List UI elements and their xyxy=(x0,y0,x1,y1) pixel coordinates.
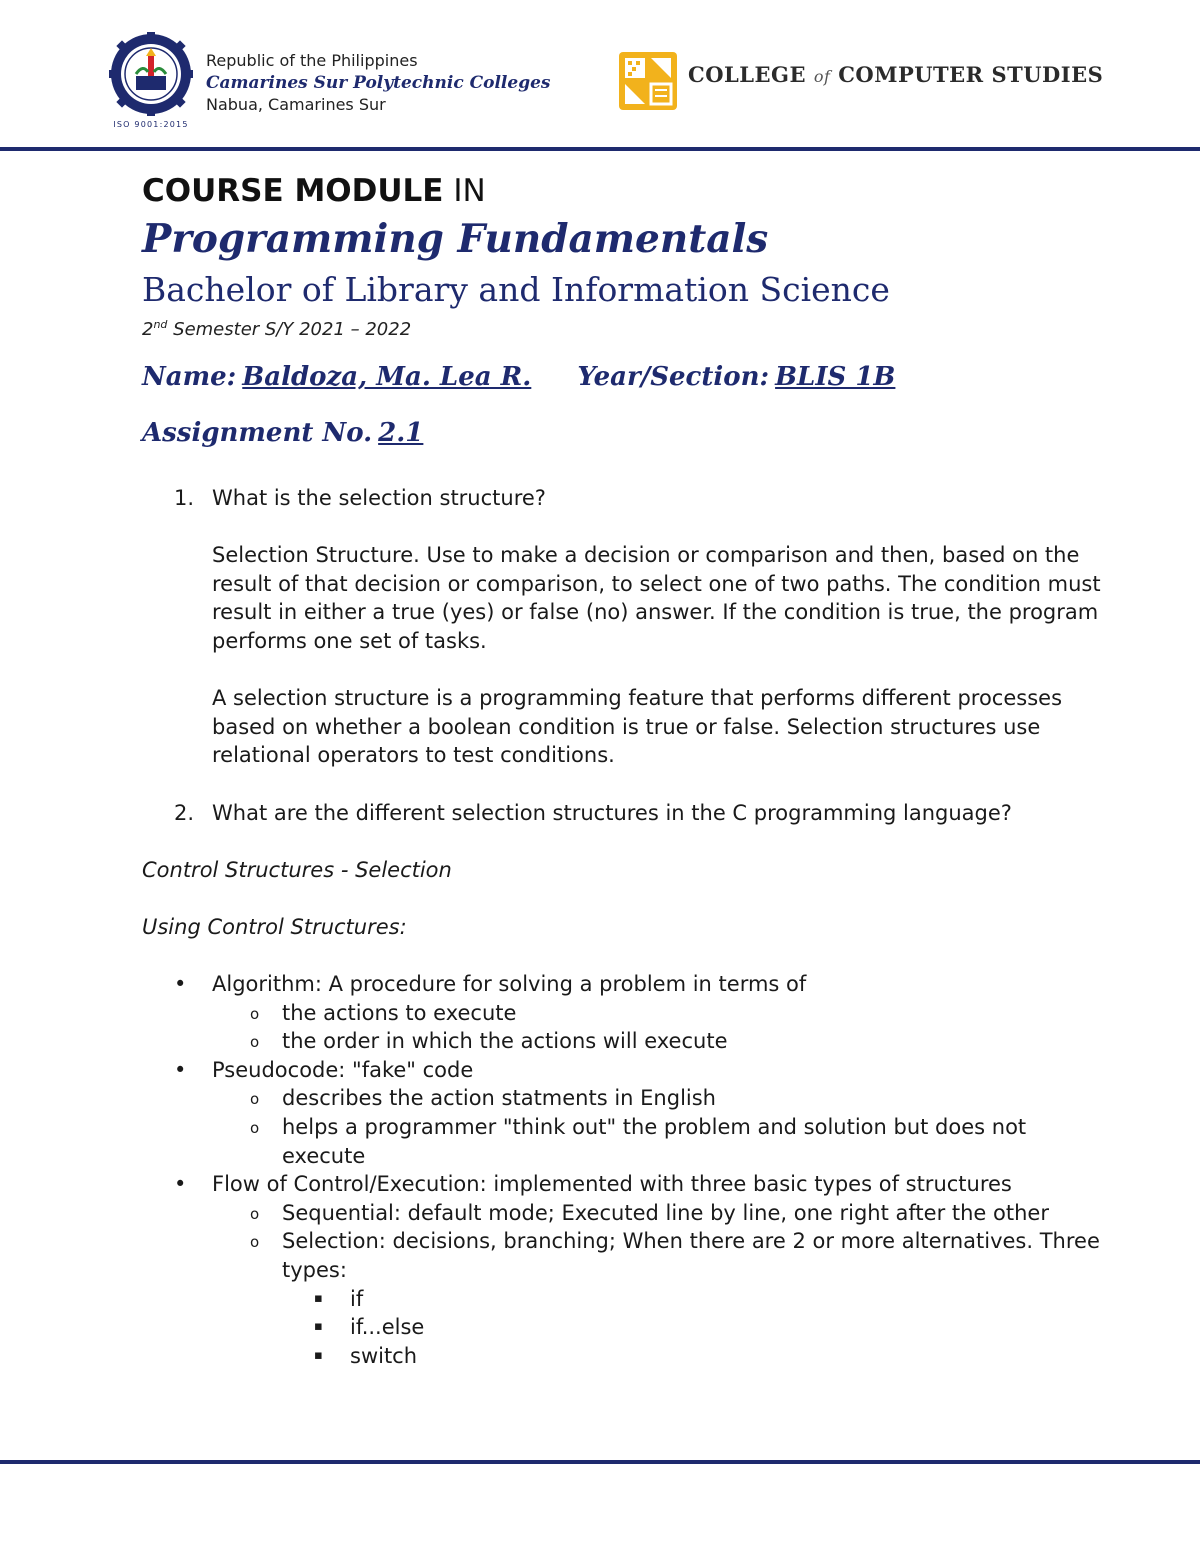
college-name-of: of xyxy=(813,67,831,86)
question-1-text: What is the selection structure? xyxy=(212,486,546,510)
answer-1-paragraph-1: Selection Structure. Use to make a decision or comparison and then, based on the result of that decision or comparison, to select one of two paths. The condition must result in either a true (yes) or false (no) answer. If the condition is true, the program performs one set of tasks. xyxy=(212,543,1101,653)
program-title: Bachelor of Library and Information Science xyxy=(142,270,890,309)
sub-list-item: o the order in which the actions will execute xyxy=(212,1027,1102,1056)
sub-list-item-text: Selection: decisions, branching; When there are 2 or more alternatives. Three types: xyxy=(282,1229,1100,1283)
question-2-text: What are the different selection structures in the C programming language? xyxy=(212,800,1012,825)
question-2 xyxy=(142,799,1102,828)
question-1-number: 1. xyxy=(174,486,195,510)
nested-list-item: ▪ if...else xyxy=(282,1313,1102,1342)
sub-list-item: o describes the action statments in English xyxy=(212,1084,1102,1113)
nested-list-item: ▪ switch xyxy=(282,1342,1102,1371)
semester-suffix: nd xyxy=(153,318,168,331)
assignment-body xyxy=(142,484,1102,1370)
page-header xyxy=(0,0,1200,150)
course-module-bold: COURSE MODULE xyxy=(142,173,444,209)
sub-list xyxy=(212,1084,1102,1170)
institution-location: Nabua, Camarines Sur xyxy=(206,95,386,114)
semester-year: Semester S/Y 2021 – 2022 xyxy=(167,319,412,340)
semester-number: 2 xyxy=(142,319,154,340)
ccs-logo xyxy=(617,50,679,112)
institution-block xyxy=(206,50,550,116)
list-item xyxy=(142,1170,1102,1370)
iso-label: ISO 9001:2015 xyxy=(113,120,189,129)
footer-divider xyxy=(0,1460,1200,1464)
subject-title: Programming Fundamentals xyxy=(142,216,769,262)
section-heading-using-control-structures: Using Control Structures: xyxy=(142,914,407,939)
name-value: Baldoza, Ma. Lea R. xyxy=(242,362,532,392)
assignment-label: Assignment No. xyxy=(142,418,373,448)
college-name-part1: COLLEGE xyxy=(688,62,806,87)
section-heading-control-structures: Control Structures - Selection xyxy=(142,857,452,882)
nested-list-item: ▪ if xyxy=(282,1285,1102,1314)
list-item xyxy=(142,1056,1102,1170)
cspc-seal-logo xyxy=(106,32,196,130)
assignment-row xyxy=(142,418,423,448)
sub-list-item: o the actions to execute xyxy=(212,999,1102,1028)
sub-list-item xyxy=(212,1227,1102,1370)
institution-name: Camarines Sur Polytechnic Colleges xyxy=(206,73,551,93)
course-module-in: IN xyxy=(453,173,486,209)
college-name-part3: COMPUTER STUDIES xyxy=(838,62,1104,87)
nested-list xyxy=(282,1285,1102,1371)
assignment-value: 2.1 xyxy=(378,418,424,448)
section-label: Year/Section: xyxy=(577,362,770,392)
institution-country: Republic of the Philippines xyxy=(206,51,418,70)
semester-line xyxy=(142,318,411,340)
list-item-text: Pseudocode: "fake" code xyxy=(212,1057,474,1082)
student-info-row xyxy=(142,362,895,392)
name-label: Name: xyxy=(142,362,237,392)
sub-list xyxy=(212,1199,1102,1371)
course-module-title xyxy=(142,173,486,209)
sub-list-item: o Sequential: default mode; Executed line by line, one right after the other xyxy=(212,1199,1102,1228)
sub-list xyxy=(212,999,1102,1056)
question-2-number: 2. xyxy=(174,800,195,825)
answer-1-paragraph-2: A selection structure is a programming feature that performs different processes based on whether a boolean condition is true or false. Selection structures use relational operators to test conditions. xyxy=(212,686,1063,768)
section-value: BLIS 1B xyxy=(775,362,896,392)
question-1 xyxy=(142,484,1102,513)
header-divider xyxy=(0,147,1200,151)
list-item-text: Flow of Control/Execution: implemented with three basic types of structures xyxy=(212,1172,1012,1197)
list-item xyxy=(142,970,1102,1056)
college-name xyxy=(688,62,1103,87)
sub-list-item: o helps a programmer "think out" the problem and solution but does not execute xyxy=(212,1113,1102,1170)
bullet-list xyxy=(142,970,1102,1370)
list-item-text: Algorithm: A procedure for solving a problem in terms of xyxy=(212,972,807,997)
